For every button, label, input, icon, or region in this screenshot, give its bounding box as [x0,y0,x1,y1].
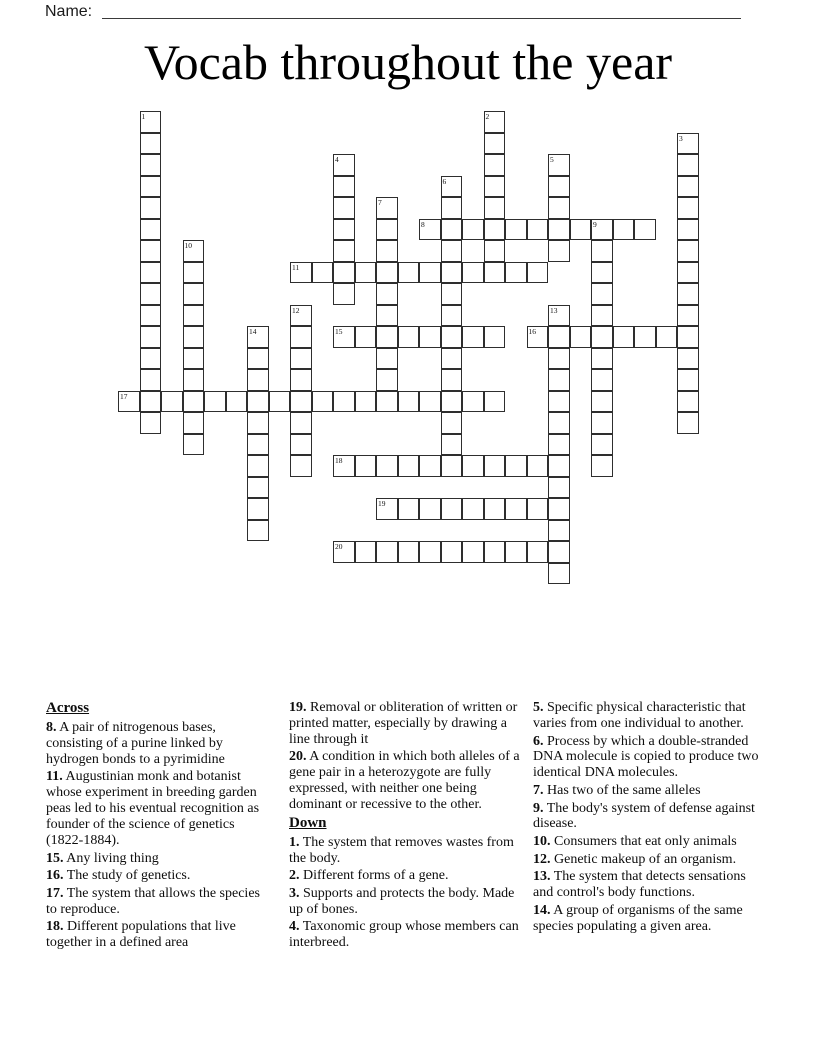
grid-cell[interactable] [140,154,162,176]
grid-cell[interactable] [419,219,441,241]
grid-cell[interactable] [376,326,398,348]
grid-cell[interactable] [548,391,570,413]
grid-cell[interactable] [290,262,312,284]
grid-cell[interactable] [548,412,570,434]
grid-cell[interactable] [441,240,463,262]
grid-cell[interactable] [247,455,269,477]
grid-cell[interactable] [140,326,162,348]
grid-cell[interactable] [290,412,312,434]
grid-cell[interactable] [140,283,162,305]
grid-cell[interactable] [183,283,205,305]
clue-number: 19. [289,700,307,715]
grid-cell[interactable] [355,541,377,563]
grid-cell[interactable] [290,369,312,391]
grid-cell[interactable] [376,369,398,391]
cell-number: 4 [335,155,339,164]
grid-cell[interactable] [548,563,570,585]
grid-cell[interactable] [441,283,463,305]
clue-item-9: 9. The body's system of defense against disease. [533,800,755,832]
grid-cell[interactable] [484,133,506,155]
clue-item-12: 12. Genetic makeup of an organism. [533,851,737,867]
clue-number: 5. [533,700,544,715]
grid-cell[interactable] [591,262,613,284]
grid-cell[interactable] [441,219,463,241]
grid-cell[interactable] [118,391,140,413]
grid-cell[interactable] [591,348,613,370]
grid-cell[interactable] [376,455,398,477]
grid-cell[interactable] [591,326,613,348]
grid-cell[interactable] [677,262,699,284]
grid-cell[interactable] [398,326,420,348]
grid-cell[interactable] [419,498,441,520]
grid-cell[interactable] [462,541,484,563]
grid-cell[interactable] [462,262,484,284]
grid-cell[interactable] [183,262,205,284]
cell-number: 1 [141,112,146,121]
grid-cell[interactable] [333,391,355,413]
grid-cell[interactable] [484,326,506,348]
grid-cell[interactable] [441,455,463,477]
cell-number: 16 [528,327,536,336]
cell-number: 5 [550,155,554,164]
grid-cell[interactable] [484,219,506,241]
clues-across-header: Across [46,700,90,716]
grid-cell[interactable] [376,262,398,284]
grid-cell[interactable] [505,219,527,241]
clue-number: 7. [533,782,544,798]
grid-cell[interactable] [333,219,355,241]
grid-cell[interactable] [441,541,463,563]
grid-cell[interactable] [591,283,613,305]
grid-cell[interactable] [462,455,484,477]
clue-number: 3. [289,885,300,901]
grid-cell[interactable] [484,240,506,262]
grid-cell[interactable] [505,262,527,284]
grid-cell[interactable] [677,412,699,434]
grid-cell[interactable] [376,283,398,305]
grid-cell[interactable] [484,541,506,563]
clue-number: 11. [46,769,63,785]
clue-item-10: 10. Consumers that eat only animals [533,834,737,849]
clue-number: 15. [46,850,64,866]
clue-item-1: 1. The system that removes wastes from the body. [289,834,514,866]
grid-cell[interactable] [441,262,463,284]
cell-number: 8 [421,219,425,229]
clue-number: 9. [533,800,544,816]
grid-cell[interactable] [247,412,269,434]
grid-cell[interactable] [140,348,162,370]
grid-cell[interactable] [548,154,570,176]
grid-cell[interactable] [376,240,398,262]
grid-cell[interactable] [290,434,312,456]
clue-item-15: 15. Any living thing [46,850,159,866]
clue-column-1 [46,700,274,953]
grid-cell[interactable] [376,219,398,241]
clue-column-3 [533,700,767,936]
grid-cell[interactable] [398,391,420,413]
grid-cell[interactable] [183,391,205,413]
clue-item-5: 5. Specific physical characteristic that varies from one individual to another. [533,700,746,731]
grid-cell[interactable] [613,326,635,348]
grid-cell[interactable] [677,240,699,262]
clue-item-16: 16. The study of genetics. [46,868,191,884]
grid-cell[interactable] [441,391,463,413]
grid-cell[interactable] [527,219,549,241]
grid-cell[interactable] [484,455,506,477]
grid-cell[interactable] [484,111,506,133]
grid-cell[interactable] [140,412,162,434]
clue-number: 1. [289,834,300,850]
grid-cell[interactable] [333,154,355,176]
grid-cell[interactable] [398,455,420,477]
grid-cell[interactable] [247,369,269,391]
cell-number: 15 [335,327,343,336]
grid-cell[interactable] [183,369,205,391]
grid-cell[interactable] [527,455,549,477]
clue-item-2: 2. Different forms of a gene. [289,868,449,884]
grid-cell[interactable] [591,369,613,391]
grid-cell[interactable] [634,326,656,348]
grid-cell[interactable] [484,197,506,219]
grid-cell[interactable] [183,434,205,456]
grid-cell[interactable] [333,176,355,198]
cell-number: 9 [593,219,597,229]
clue-number: 2. [289,868,300,884]
grid-cell[interactable] [419,391,441,413]
grid-cell[interactable] [484,154,506,176]
grid-cell[interactable] [570,326,592,348]
grid-cell[interactable] [677,197,699,219]
grid-cell[interactable] [398,262,420,284]
grid-cell[interactable] [333,326,355,348]
grid-cell[interactable] [333,262,355,284]
grid-cell[interactable] [183,240,205,262]
grid-cell[interactable] [247,477,269,499]
clue-item-14: 14. A group of organisms of the same species populating a given area. [533,902,743,934]
clue-number: 10. [533,834,551,849]
grid-cell[interactable] [677,391,699,413]
grid-cell[interactable] [677,154,699,176]
grid-cell[interactable] [290,326,312,348]
clue-item-11: 11. Augustinian monk and botanist whose experiment in breeding garden peas led to his eventual recognition as founder of the science of genetics (1822-1884). [46,769,260,849]
grid-cell[interactable] [140,305,162,327]
grid-cell[interactable] [527,326,549,348]
cell-number: 6 [442,176,447,186]
cell-number: 19 [378,499,386,508]
grid-cell[interactable] [183,348,205,370]
grid-cell[interactable] [419,326,441,348]
grid-cell[interactable] [441,305,463,327]
grid-cell[interactable] [140,219,162,241]
grid-cell[interactable] [548,240,570,262]
name-label: Name: [45,3,93,20]
grid-cell[interactable] [333,455,355,477]
grid-cell[interactable] [548,305,570,327]
grid-cell[interactable] [269,391,291,413]
grid-cell[interactable] [591,219,613,241]
grid-cell[interactable] [527,498,549,520]
grid-cell[interactable] [441,498,463,520]
grid-cell[interactable] [591,305,613,327]
grid-cell[interactable] [591,455,613,477]
grid-cell[interactable] [247,434,269,456]
grid-cell[interactable] [548,477,570,499]
clues-down-header: Down [289,814,327,831]
grid-cell[interactable] [419,262,441,284]
clue-number: 18. [46,919,64,935]
clue-item-17: 17. The system that allows the species to reproduce. [46,885,260,917]
grid-cell[interactable] [333,283,355,305]
grid-cell[interactable] [591,434,613,456]
grid-cell[interactable] [398,541,420,563]
grid-cell[interactable] [140,111,162,133]
grid-cell[interactable] [247,348,269,370]
grid-cell[interactable] [419,455,441,477]
grid-cell[interactable] [312,262,334,284]
grid-cell[interactable] [505,498,527,520]
grid-cell[interactable] [548,197,570,219]
grid-cell[interactable] [290,391,312,413]
grid-cell[interactable] [484,262,506,284]
grid-cell[interactable] [333,240,355,262]
grid-cell[interactable] [247,326,269,348]
grid-cell[interactable] [376,348,398,370]
grid-cell[interactable] [570,219,592,241]
grid-cell[interactable] [247,498,269,520]
grid-cell[interactable] [204,391,226,413]
grid-cell[interactable] [140,369,162,391]
clue-column-2 [289,700,523,953]
clue-item-13: 13. The system that detects sensations and control's body functions. [533,869,746,901]
clue-number: 14. [533,902,551,918]
grid-cell[interactable] [548,434,570,456]
grid-cell[interactable] [484,176,506,198]
grid-cell[interactable] [355,262,377,284]
grid-cell[interactable] [548,219,570,241]
grid-cell[interactable] [290,348,312,370]
grid-cell[interactable] [548,541,570,563]
grid-cell[interactable] [333,541,355,563]
cell-number: 18 [335,456,343,465]
grid-cell[interactable] [140,391,162,413]
grid-cell[interactable] [634,219,656,241]
grid-cell[interactable] [677,305,699,327]
clue-item-3: 3. Supports and protects the body. Made up of bones. [289,885,515,917]
grid-cell[interactable] [355,326,377,348]
clue-item-19: 19. Removal or obliteration of written or printed matter, especially by drawing a line through it [289,700,518,747]
clue-number: 17. [46,885,64,901]
grid-cell[interactable] [161,391,183,413]
grid-cell[interactable] [548,455,570,477]
clue-number: 20. [289,749,307,765]
cell-number: 10 [184,241,192,250]
clue-number: 16. [46,868,64,884]
grid-cell[interactable] [398,498,420,520]
grid-cell[interactable] [140,176,162,198]
clue-item-20: 20. A condition in which both alleles of a gene pair in a heterozygote are fully expressed, with neither one being dominant or recessive to the other. [289,749,520,813]
grid-cell[interactable] [591,391,613,413]
grid-cell[interactable] [376,305,398,327]
grid-cell[interactable] [441,176,463,198]
grid-cell[interactable] [527,262,549,284]
grid-cell[interactable] [441,197,463,219]
grid-cell[interactable] [548,176,570,198]
grid-cell[interactable] [613,219,635,241]
grid-cell[interactable] [419,541,441,563]
grid-cell[interactable] [462,498,484,520]
grid-cell[interactable] [355,455,377,477]
clue-item-6: 6. Process by which a double-stranded DNA molecule is copied to produce two identical DNA molecules. [533,733,759,781]
grid-cell[interactable] [441,412,463,434]
grid-cell[interactable] [247,520,269,542]
cell-number: 11 [292,262,300,272]
clue-item-7: 7. Has two of the same alleles [533,782,701,798]
cell-number: 20 [335,542,343,551]
grid-cell[interactable] [333,197,355,219]
grid-cell[interactable] [548,520,570,542]
grid-cell[interactable] [677,348,699,370]
puzzle-title: Vocab throughout the year [143,34,673,90]
grid-cell[interactable] [462,326,484,348]
grid-cell[interactable] [462,219,484,241]
grid-cell[interactable] [505,541,527,563]
cell-number: 17 [120,391,128,401]
grid-cell[interactable] [677,133,699,155]
grid-cell[interactable] [312,391,334,413]
cell-number: 14 [249,327,257,336]
grid-cell[interactable] [355,391,377,413]
cell-number: 13 [550,305,558,315]
grid-cell[interactable] [441,348,463,370]
grid-cell[interactable] [484,498,506,520]
cell-number: 3 [679,133,683,143]
grid-cell[interactable] [183,412,205,434]
grid-cell[interactable] [140,133,162,155]
clue-item-8: 8. A pair of nitrogenous bases, consisting of a purine linked by hydrogen bonds to a pyrimidine [46,720,225,767]
grid-cell[interactable] [376,541,398,563]
grid-cell[interactable] [376,498,398,520]
grid-cell[interactable] [140,262,162,284]
grid-cell[interactable] [527,541,549,563]
grid-cell[interactable] [505,455,527,477]
cell-number: 2 [485,112,490,121]
clue-number: 6. [533,733,544,749]
grid-cell[interactable] [247,391,269,413]
clue-number: 8. [46,720,57,735]
grid-cell[interactable] [290,455,312,477]
grid-cell[interactable] [677,283,699,305]
cell-number: 12 [292,305,300,315]
grid-cell[interactable] [591,240,613,262]
grid-cell[interactable] [677,326,699,348]
grid-cell[interactable] [548,326,570,348]
grid-cell[interactable] [290,305,312,327]
grid-cell[interactable] [140,240,162,262]
grid-cell[interactable] [183,326,205,348]
clue-number: 12. [533,851,551,867]
grid-cell[interactable] [140,197,162,219]
clue-number: 13. [533,869,551,885]
cell-number: 7 [378,198,382,207]
grid-cell[interactable] [548,498,570,520]
grid-cell[interactable] [656,326,678,348]
grid-cell[interactable] [484,391,506,413]
grid-cell[interactable] [441,369,463,391]
grid-cell[interactable] [226,391,248,413]
grid-cell[interactable] [441,434,463,456]
grid-cell[interactable] [376,197,398,219]
grid-cell[interactable] [677,219,699,241]
grid-cell[interactable] [462,391,484,413]
clue-item-4: 4. Taxonomic group whose members can interbreed. [289,919,519,951]
grid-cell[interactable] [441,326,463,348]
grid-cell[interactable] [548,348,570,370]
grid-cell[interactable] [376,391,398,413]
clue-item-18: 18. Different populations that live together in a defined area [46,919,236,951]
grid-cell[interactable] [591,412,613,434]
grid-cell[interactable] [548,369,570,391]
clue-number: 4. [289,919,300,935]
grid-cell[interactable] [677,176,699,198]
grid-cell[interactable] [677,369,699,391]
grid-cell[interactable] [183,305,205,327]
